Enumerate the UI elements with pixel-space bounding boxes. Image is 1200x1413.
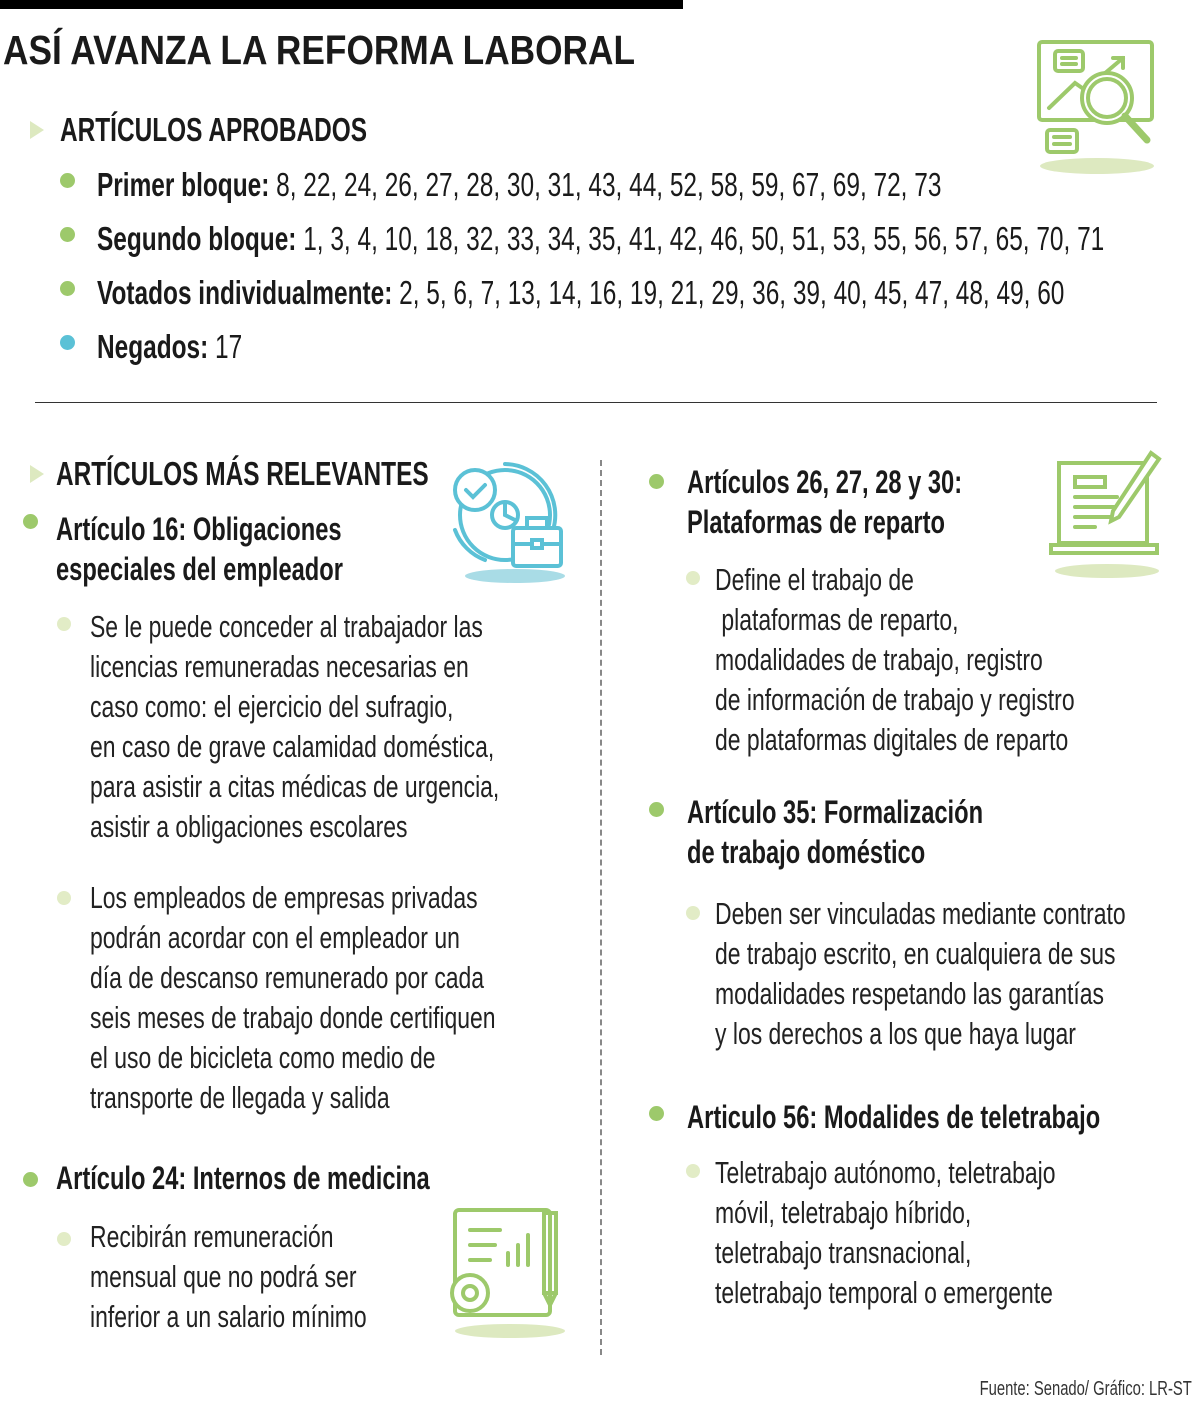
text: Artículo 35: Formalización	[687, 794, 984, 830]
text: Segundo bloque:	[97, 220, 297, 257]
text: caso como: el ejercicio del sufragio,	[90, 689, 454, 724]
text: Plataformas de reparto	[687, 504, 945, 540]
article-35-paragraph	[715, 894, 1200, 1054]
text: teletrabajo temporal o emergente	[715, 1275, 1053, 1310]
text: inferior a un salario mínimo	[90, 1299, 367, 1334]
text: mensual que no podrá ser	[90, 1259, 357, 1294]
text: licencias remuneradas necesarias en	[90, 649, 469, 684]
bullet-dot-icon	[60, 335, 75, 350]
triangle-bullet-icon	[30, 121, 44, 139]
text: plataformas de reparto,	[715, 602, 959, 637]
bullet-dot-icon	[60, 227, 75, 242]
text: Recibirán remuneración	[90, 1219, 334, 1254]
bullet-dot-icon	[649, 1106, 664, 1121]
bullet-dot-icon	[649, 474, 664, 489]
article-24-title	[56, 1158, 561, 1198]
text: Se le puede conceder al trabajador las	[90, 609, 483, 644]
text: de trabajo escrito, en cualquiera de sus	[715, 936, 1116, 971]
sub-bullet-icon	[57, 617, 71, 631]
text: asistir a obligaciones escolares	[90, 809, 408, 844]
bullet-dot-icon	[60, 173, 75, 188]
text: Votados individualmente:	[97, 274, 393, 311]
bullet-dot-icon	[649, 802, 664, 817]
text: Artículo 24: Internos de medicina	[56, 1160, 430, 1196]
text: Artículo 16: Obligaciones	[56, 511, 342, 547]
document-chart-gear-icon	[440, 1205, 570, 1340]
text: 17	[208, 328, 243, 365]
text: en caso de grave calamidad doméstica,	[90, 729, 495, 764]
source-credit	[905, 1378, 1192, 1401]
text: ARTÍCULOS MÁS RELEVANTES	[56, 455, 429, 492]
text: Fuente: Senado/ Gráfico: LR-ST	[979, 1378, 1192, 1400]
text: seis meses de trabajo donde certifiquen	[90, 1000, 496, 1035]
sub-bullet-icon	[686, 906, 700, 920]
clock-briefcase-icon	[445, 460, 570, 585]
text: de información de trabajo y registro	[715, 682, 1075, 717]
text: Deben ser vinculadas mediante contrato	[715, 896, 1126, 931]
text: Los empleados de empresas privadas	[90, 880, 478, 915]
text: de plataformas digitales de reparto	[715, 722, 1069, 757]
text: 2, 5, 6, 7, 13, 14, 16, 19, 21, 29, 36, 39, 40, 45, 47, 48, 49, 60	[392, 274, 1065, 311]
sub-bullet-icon	[686, 571, 700, 585]
text: ASÍ AVANZA LA REFORMA LABORAL	[3, 27, 636, 73]
divider	[35, 402, 1157, 403]
text: Primer bloque:	[97, 166, 270, 203]
sub-bullet-icon	[57, 1232, 71, 1246]
text: especiales del empleador	[56, 551, 343, 587]
article-16-title	[56, 509, 444, 589]
text: para asistir a citas médicas de urgencia,	[90, 769, 500, 804]
bullet-dot-icon	[23, 514, 38, 529]
approved-row	[97, 165, 1200, 205]
approved-heading	[60, 110, 475, 150]
article-56-paragraph	[715, 1153, 1175, 1313]
page-title	[3, 26, 738, 74]
text: 8, 22, 24, 26, 27, 28, 30, 31, 43, 44, 52, 58, 59, 67, 69, 72, 73	[269, 166, 942, 203]
bullet-dot-icon	[23, 1172, 38, 1187]
text: ARTÍCULOS APROBADOS	[60, 111, 368, 148]
text: Negados:	[97, 328, 209, 365]
analytics-magnifier-icon	[1035, 38, 1160, 178]
article-35-title	[687, 792, 1087, 872]
text: de trabajo doméstico	[687, 834, 926, 870]
text: modalidades respetando las garantías	[715, 976, 1104, 1011]
text: Teletrabajo autónomo, teletrabajo	[715, 1155, 1056, 1190]
text: modalidades de trabajo, registro	[715, 642, 1043, 677]
text: Artículos 26, 27, 28 y 30:	[687, 464, 963, 500]
text: Define el trabajo de	[715, 562, 914, 597]
sub-bullet-icon	[686, 1164, 700, 1178]
text: 1, 3, 4, 10, 18, 32, 33, 34, 35, 41, 42, 46, 50, 51, 53, 55, 56, 57, 65, 70, 71	[296, 220, 1105, 257]
article-16-paragraph-2	[90, 878, 638, 1118]
text: Articulo 56: Modalides de teletrabajo	[687, 1099, 1101, 1135]
top-bar	[0, 0, 683, 9]
text: el uso de bicicleta como medio de	[90, 1040, 436, 1075]
text: y los derechos a los que haya lugar	[715, 1016, 1076, 1051]
triangle-bullet-icon	[30, 465, 44, 483]
sub-bullet-icon	[57, 891, 71, 905]
article-16-paragraph-1	[90, 607, 643, 847]
text: móvil, teletrabajo híbrido,	[715, 1195, 972, 1230]
article-24-paragraph	[90, 1217, 464, 1337]
approved-row	[97, 273, 1200, 313]
approved-row	[97, 219, 1200, 259]
article-26-paragraph	[715, 560, 1200, 760]
bullet-dot-icon	[60, 281, 75, 296]
text: podrán acordar con el empleador un	[90, 920, 460, 955]
denied-row	[97, 327, 293, 367]
text: transporte de llegada y salida	[90, 1080, 390, 1115]
text: día de descanso remunerado por cada	[90, 960, 485, 995]
article-26-title	[687, 462, 1059, 542]
text: teletrabajo transnacional,	[715, 1235, 972, 1270]
article-56-title	[687, 1097, 1200, 1137]
